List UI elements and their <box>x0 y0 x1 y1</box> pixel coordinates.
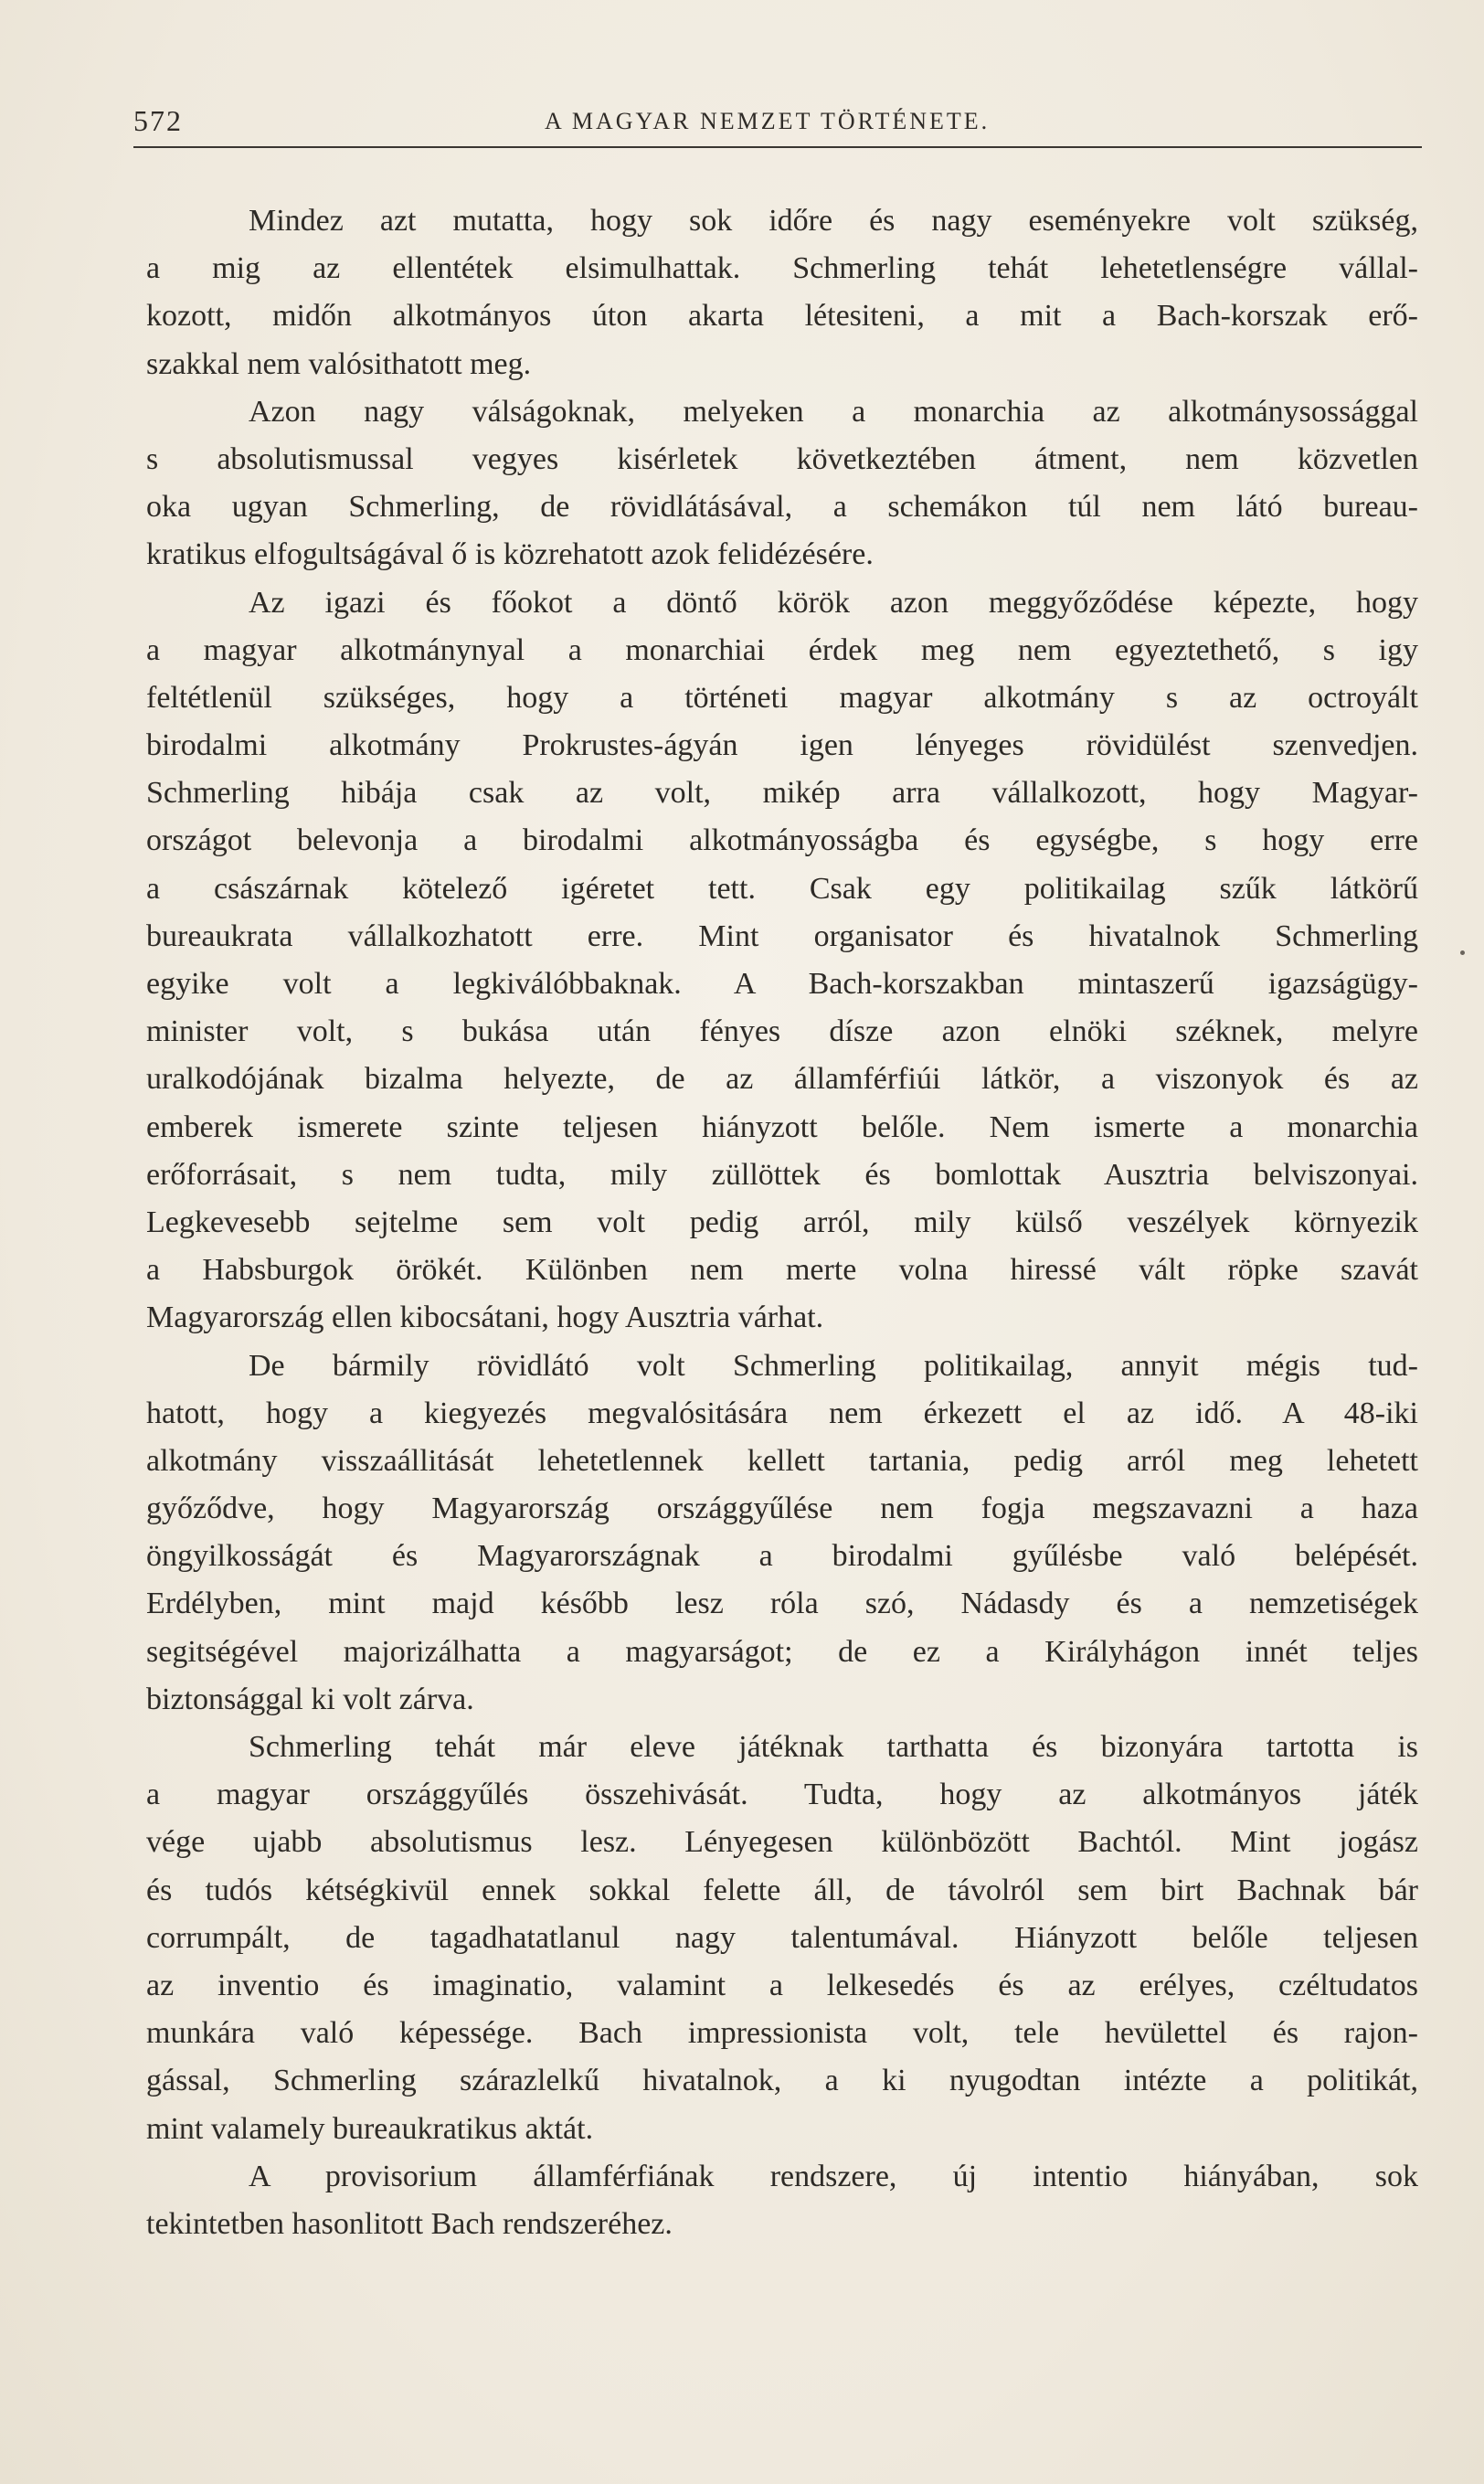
text-line: Schmerling tehát már eleve játéknak tarthatta és bizonyára tartotta is <box>249 1730 1418 1764</box>
text-line: győződve, hogy Magyarország országgyűlése nem fogja megszavazni a haza <box>146 1491 1418 1526</box>
text-line: segitségével majorizálhatta a magyarságot; de ez a Királyhágon innét teljes <box>146 1634 1418 1669</box>
text-line: mint valamely bureaukratikus aktát. <box>146 2111 594 2146</box>
text-line: uralkodójának bizalma helyezte, de az államférfiúi látkör, a viszonyok és az <box>146 1062 1418 1097</box>
text-line: hatott, hogy a kiegyezés megvalósitására nem érkezett el az idő. A 48-iki <box>146 1396 1418 1430</box>
paragraph-4 <box>146 1343 1418 1725</box>
text-line: öngyilkosságát és Magyarországnak a birodalmi gyűlésbe való belépését. <box>146 1539 1418 1574</box>
text-line: corrumpált, de tagadhatatlanul nagy talentumával. Hiányzott belőle teljesen <box>146 1920 1418 1955</box>
text-line: birodalmi alkotmány Prokrustes-ágyán igen lényeges rövidülést szenvedjen. <box>146 728 1418 763</box>
text-line: bureaukrata vállalkozhatott erre. Mint organisator és hivatalnok Schmerling <box>146 918 1418 953</box>
text-line: a császárnak kötelező igéretet tett. Csak egy politikailag szűk látkörű <box>146 871 1418 906</box>
text-line: Mindez azt mutatta, hogy sok időre és nagy eseményekre volt szükség, <box>249 204 1418 238</box>
running-head <box>133 91 1422 148</box>
paragraph-1 <box>146 197 1418 388</box>
text-line: De bármily rövidlátó volt Schmerling politikailag, annyit mégis tud- <box>249 1348 1418 1383</box>
text-line: Az igazi és főokot a döntő körök azon meggyőződése képezte, hogy <box>249 585 1418 620</box>
text-line: az inventio és imaginatio, valamint a lelkesedés és az erélyes, czéltudatos <box>146 1968 1418 2002</box>
page-number: 572 <box>133 104 183 137</box>
text-line: gással, Schmerling szárazlelkű hivatalnok, a ki nyugodtan intézte a politikát, <box>146 2064 1418 2098</box>
text-line: minister volt, s bukása után fényes dísze azon elnöki széknek, melyre <box>146 1014 1418 1049</box>
text-line: tekintetben hasonlitott Bach rendszeréhez. <box>146 2206 673 2241</box>
text-line: a magyar országgyűlés összehivását. Tudta, hogy az alkotmányos játék <box>146 1778 1418 1812</box>
text-line: erőforrásait, s nem tudta, mily züllöttek és bomlottak Ausztria belviszonyai. <box>146 1157 1418 1192</box>
text-line: országot belevonja a birodalmi alkotmányosságba és egységbe, s hogy erre <box>146 823 1418 858</box>
running-title: A MAGYAR NEMZET TÖRTÉNETE. <box>545 108 991 134</box>
text-line: kratikus elfogultságával ő is közrehatott azok felidézésére. <box>146 537 874 572</box>
body-text <box>146 197 1418 2248</box>
text-line: Schmerling hibája csak az volt, mikép arra vállalkozott, hogy Magyar- <box>146 776 1418 811</box>
margin-speck <box>1460 950 1465 955</box>
text-line: A provisorium államférfiának rendszere, új intentio hiányában, sok <box>249 2159 1418 2193</box>
paragraph-2 <box>146 388 1418 579</box>
text-line: a magyar alkotmánynyal a monarchiai érdek meg nem egyeztethető, s igy <box>146 632 1418 667</box>
text-line: Azon nagy válságoknak, melyeken a monarchia az alkotmánysossággal <box>249 394 1418 429</box>
text-line: Legkevesebb sejtelme sem volt pedig arról, mily külső veszélyek környezik <box>146 1205 1418 1239</box>
paragraph-6 <box>146 2153 1418 2248</box>
text-line: Erdélyben, mint majd később lesz róla szó, Nádasdy és a nemzetiségek <box>146 1587 1418 1621</box>
text-line: alkotmány visszaállitását lehetetlennek kellett tartania, pedig arról meg lehetett <box>146 1443 1418 1478</box>
text-line: Magyarország ellen kibocsátani, hogy Ausztria várhat. <box>146 1300 824 1335</box>
paragraph-5 <box>146 1724 1418 2153</box>
text-line: emberek ismerete szinte teljesen hiányzott belőle. Nem ismerte a monarchia <box>146 1109 1418 1144</box>
paragraph-3 <box>146 579 1418 1343</box>
text-line: feltétlenül szükséges, hogy a történeti magyar alkotmány s az octroyált <box>146 680 1418 715</box>
text-line: a Habsburgok örökét. Különben nem merte volna hiressé vált röpke szavát <box>146 1253 1418 1288</box>
text-line: munkára való képessége. Bach impressionista volt, tele hevülettel és rajon- <box>146 2016 1418 2051</box>
text-line: egyike volt a legkiválóbbaknak. A Bach-korszakban mintaszerű igazságügy- <box>146 967 1418 1001</box>
text-line: vége ujabb absolutismus lesz. Lényegesen különbözött Bachtól. Mint jogász <box>146 1825 1418 1860</box>
text-line: kozott, midőn alkotmányos úton akarta létesiteni, a mit a Bach-korszak erő- <box>146 299 1418 334</box>
text-line: és tudós kétségkivül ennek sokkal felette áll, de távolról sem birt Bachnak bár <box>146 1873 1418 1907</box>
text-line: biztonsággal ki volt zárva. <box>146 1682 474 1716</box>
text-line: szakkal nem valósithatott meg. <box>146 346 532 381</box>
text-line: a mig az ellentétek elsimulhattak. Schmerling tehát lehetetlenségre vállal- <box>146 251 1418 286</box>
text-line: s absolutismussal vegyes kisérletek következtében átment, nem közvetlen <box>146 441 1418 476</box>
text-line: oka ugyan Schmerling, de rövidlátásával, a schemákon túl nem látó bureau- <box>146 490 1418 525</box>
